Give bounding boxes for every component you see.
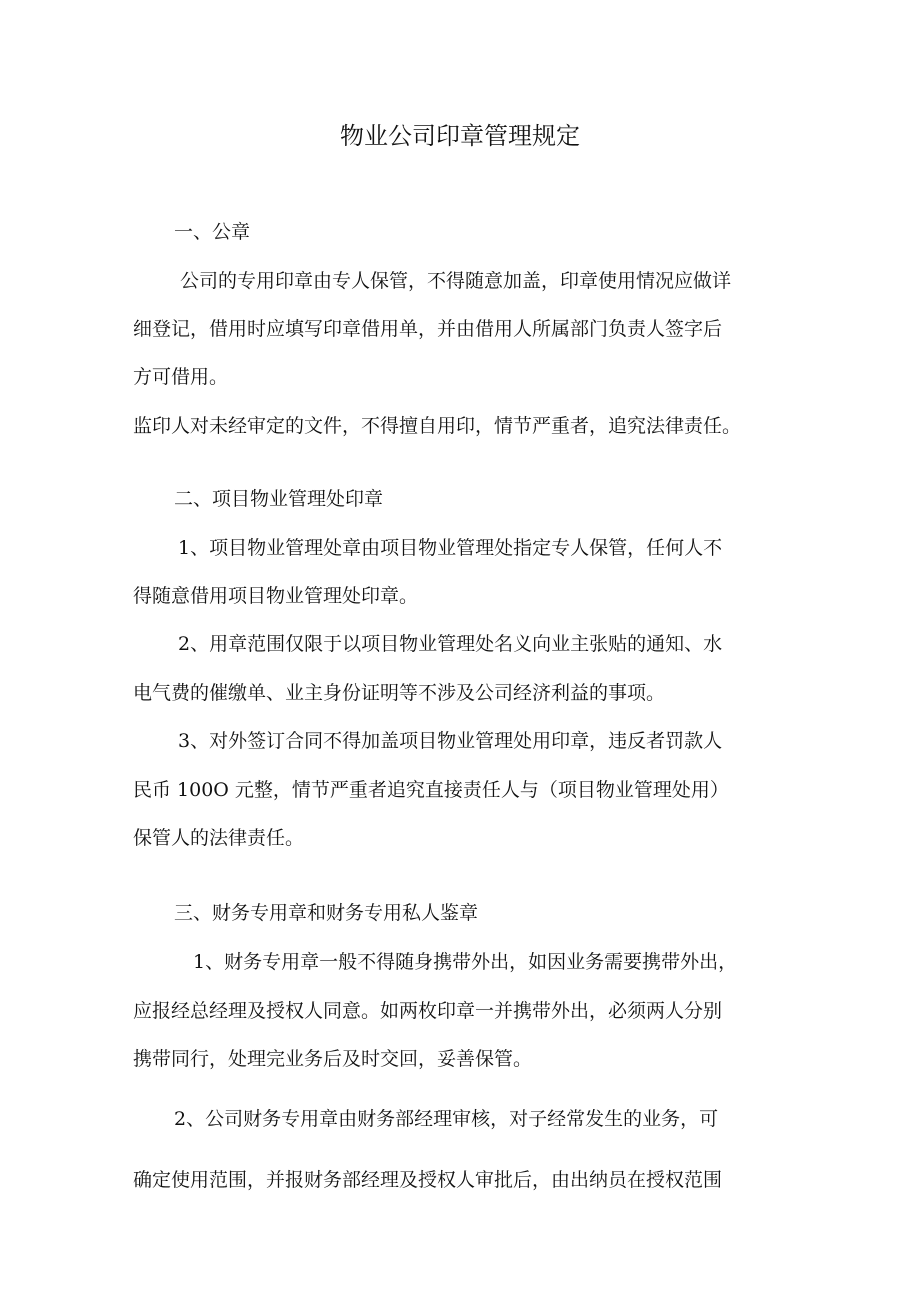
paragraph-line: 得随意借用项目物业管理处印章。	[133, 585, 419, 607]
paragraph-line: 方可借用。	[133, 366, 229, 388]
paragraph-line: 民币 100O 元整，情节严重者追究直接责任人与（项目物业管理处用）	[133, 779, 729, 801]
paragraph-line: 1、财务专用章一般不得随身携带外出，如因业务需要携带外出，	[193, 951, 738, 973]
paragraph-line: 携带同行，处理完业务后及时交回，妥善保管。	[133, 1048, 533, 1070]
paragraph-line: 确定使用范围，并报财务部经理及授权人审批后，由出纳员在授权范围	[133, 1169, 723, 1191]
section-heading-finance-seal: 三、财务专用章和财务专用私人鉴章	[174, 902, 479, 924]
paragraph-line: 公司的专用印章由专人保管，不得随意加盖，印章使用情况应做详	[180, 270, 732, 292]
paragraph-line: 电气费的催缴单、业主身份证明等不涉及公司经济利益的事项。	[133, 682, 666, 704]
paragraph-line: 保管人的法律责任。	[133, 827, 305, 849]
paragraph-line: 3、对外签订合同不得加盖项目物业管理处用印章，违反者罚款人	[178, 730, 723, 752]
section-heading-project-seal: 二、项目物业管理处印章	[174, 488, 384, 510]
paragraph-line: 监印人对未经审定的文件，不得擅自用印，情节严重者，追究法律责任。	[133, 415, 742, 437]
paragraph-line: 1、项目物业管理处章由项目物业管理处指定专人保管，任何人不	[178, 537, 723, 559]
paragraph-line: 应报经总经理及授权人同意。如两枚印章一并携带外出，必须两人分别	[133, 1000, 723, 1022]
paragraph-line: 2、公司财务专用章由财务部经理审核，对子经常发生的业务，可	[174, 1108, 719, 1130]
document-title: 物业公司印章管理规定	[340, 122, 580, 150]
paragraph-line: 2、用章范围仅限于以项目物业管理处名义向业主张贴的通知、水	[178, 633, 723, 655]
section-heading-official-seal: 一、公章	[174, 221, 251, 243]
paragraph-line: 细登记，借用时应填写印章借用单，并由借用人所属部门负责人签字后	[133, 318, 723, 340]
